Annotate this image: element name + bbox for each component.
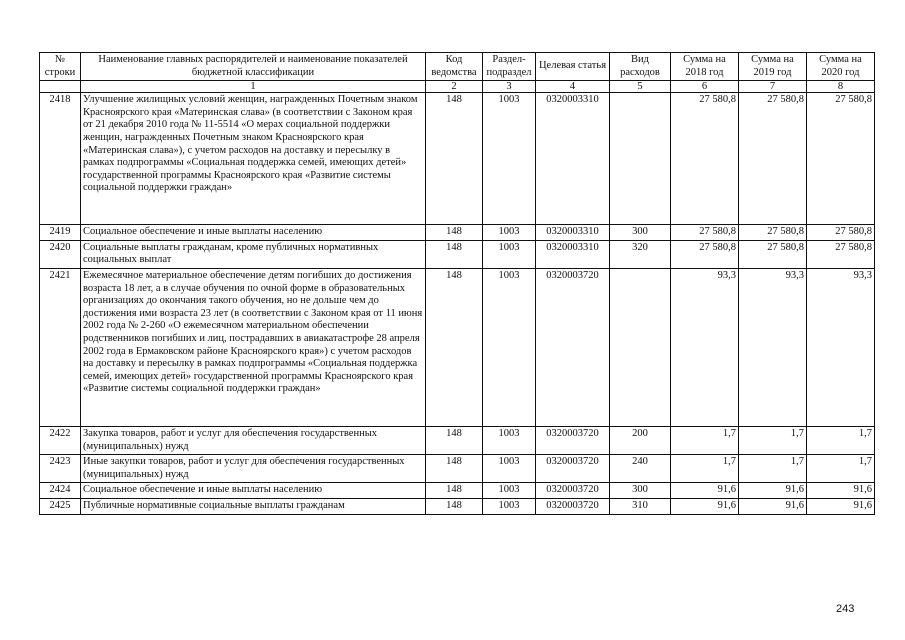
row-exp-type: 320	[610, 240, 671, 268]
row-exp-type: 300	[610, 225, 671, 241]
table-row	[40, 426, 875, 454]
header-row-no: № строки	[40, 53, 81, 81]
row-number: 2418	[40, 93, 81, 225]
row-sum-2020: 27 580,8	[807, 240, 875, 268]
row-dept: 148	[426, 225, 483, 241]
table-row	[40, 268, 875, 426]
row-section: 1003	[483, 498, 536, 514]
row-exp-type: 310	[610, 498, 671, 514]
row-name: Улучшение жилищных условий женщин, награжденных Почетным знаком Красноярского края «Материнская слава» (в соответствии с Законом края от 21 декабря 2010 года № 11-5514 «О мерах социальной поддержки женщин, награжденных Почетным знаком Красноярского края «Материнская слава»), с учетом расходов на доставку и пересылку в рамках подпрограммы «Социальная поддержка семей, имеющих детей» государственной программы Красноярского края «Развитие системы социальной поддержки граждан»	[81, 93, 426, 225]
row-sum-2020: 93,3	[807, 268, 875, 426]
row-section: 1003	[483, 483, 536, 499]
row-target: 0320003720	[536, 455, 610, 483]
column-number: 2	[426, 81, 483, 93]
row-sum-2018: 27 580,8	[671, 240, 739, 268]
row-sum-2018: 1,7	[671, 455, 739, 483]
row-name: Закупка товаров, работ и услуг для обеспечения государственных (муниципальных) нужд	[81, 426, 426, 454]
row-number: 2419	[40, 225, 81, 241]
row-target: 0320003310	[536, 93, 610, 225]
row-dept: 148	[426, 93, 483, 225]
column-number: 8	[807, 81, 875, 93]
row-number: 2425	[40, 498, 81, 514]
header-sum-2020: Сумма на 2020 год	[807, 53, 875, 81]
row-target: 0320003720	[536, 268, 610, 426]
table-row	[40, 225, 875, 241]
row-number: 2421	[40, 268, 81, 426]
row-target: 0320003310	[536, 225, 610, 241]
row-sum-2019: 1,7	[739, 455, 807, 483]
row-sum-2019: 27 580,8	[739, 93, 807, 225]
row-section: 1003	[483, 426, 536, 454]
row-sum-2020: 91,6	[807, 498, 875, 514]
row-section: 1003	[483, 240, 536, 268]
column-number: 7	[739, 81, 807, 93]
row-name: Социальные выплаты гражданам, кроме публичных нормативных социальных выплат	[81, 240, 426, 268]
row-target: 0320003720	[536, 498, 610, 514]
header-sum-2018: Сумма на 2018 год	[671, 53, 739, 81]
row-target: 0320003310	[536, 240, 610, 268]
row-sum-2020: 1,7	[807, 426, 875, 454]
column-number: 5	[610, 81, 671, 93]
row-number: 2420	[40, 240, 81, 268]
row-number: 2424	[40, 483, 81, 499]
row-sum-2018: 91,6	[671, 483, 739, 499]
row-dept: 148	[426, 455, 483, 483]
row-exp-type	[610, 93, 671, 225]
page-number: 243	[836, 603, 855, 615]
row-exp-type: 240	[610, 455, 671, 483]
header-section: Раздел-подраздел	[483, 53, 536, 81]
row-sum-2019: 91,6	[739, 483, 807, 499]
row-target: 0320003720	[536, 483, 610, 499]
table-row	[40, 240, 875, 268]
row-name: Ежемесячное материальное обеспечение детям погибших до достижения возраста 18 лет, а в случае обучения по очной форме в образовательных организациях до окончания такого обучения, но не дольше чем до достижения ими возраста 23 лет (в соответствии с Законом края от 11 июня 2002 года № 2-260 «О ежемесячном материальном обеспечении родственников погибших и лиц, пострадавших в авиакатастрофе 28 апреля 2002 года в Ермаковском районе Красноярского края») с учетом расходов на доставку и пересылку в рамках подпрограммы «Социальная поддержка семей, имеющих детей» государственной программы Красноярского края «Развитие системы социальной поддержки граждан»	[81, 268, 426, 426]
row-section: 1003	[483, 93, 536, 225]
row-section: 1003	[483, 455, 536, 483]
column-number	[40, 81, 81, 93]
row-target: 0320003720	[536, 426, 610, 454]
table-row	[40, 93, 875, 225]
row-sum-2020: 27 580,8	[807, 225, 875, 241]
row-sum-2018: 27 580,8	[671, 225, 739, 241]
row-name: Иные закупки товаров, работ и услуг для обеспечения государственных (муниципальных) нужд	[81, 455, 426, 483]
row-sum-2018: 91,6	[671, 498, 739, 514]
row-sum-2020: 1,7	[807, 455, 875, 483]
row-name: Социальное обеспечение и иные выплаты населению	[81, 225, 426, 241]
row-sum-2020: 91,6	[807, 483, 875, 499]
row-sum-2018: 1,7	[671, 426, 739, 454]
row-name: Публичные нормативные социальные выплаты гражданам	[81, 498, 426, 514]
row-sum-2019: 27 580,8	[739, 225, 807, 241]
column-number: 6	[671, 81, 739, 93]
row-exp-type	[610, 268, 671, 426]
table-row	[40, 483, 875, 499]
row-section: 1003	[483, 225, 536, 241]
row-sum-2019: 93,3	[739, 268, 807, 426]
row-sum-2019: 1,7	[739, 426, 807, 454]
row-number: 2422	[40, 426, 81, 454]
header-sum-2019: Сумма на 2019 год	[739, 53, 807, 81]
table-row	[40, 455, 875, 483]
row-sum-2018: 93,3	[671, 268, 739, 426]
header-exp-type: Вид расходов	[610, 53, 671, 81]
budget-table	[39, 52, 875, 515]
column-number: 1	[81, 81, 426, 93]
header-target: Целевая статья	[536, 53, 610, 81]
row-number: 2423	[40, 455, 81, 483]
row-sum-2020: 27 580,8	[807, 93, 875, 225]
header-dept: Код ведомства	[426, 53, 483, 81]
row-exp-type: 200	[610, 426, 671, 454]
column-number: 4	[536, 81, 610, 93]
row-dept: 148	[426, 498, 483, 514]
row-dept: 148	[426, 426, 483, 454]
row-sum-2018: 27 580,8	[671, 93, 739, 225]
table-row	[40, 498, 875, 514]
row-dept: 148	[426, 483, 483, 499]
header-row	[40, 53, 875, 81]
row-sum-2019: 27 580,8	[739, 240, 807, 268]
row-name: Социальное обеспечение и иные выплаты населению	[81, 483, 426, 499]
column-number: 3	[483, 81, 536, 93]
row-dept: 148	[426, 268, 483, 426]
row-section: 1003	[483, 268, 536, 426]
row-dept: 148	[426, 240, 483, 268]
header-name: Наименование главных распорядителей и наименование показателей бюджетной классификации	[81, 53, 426, 81]
row-sum-2019: 91,6	[739, 498, 807, 514]
column-number-row	[40, 81, 875, 93]
row-exp-type: 300	[610, 483, 671, 499]
